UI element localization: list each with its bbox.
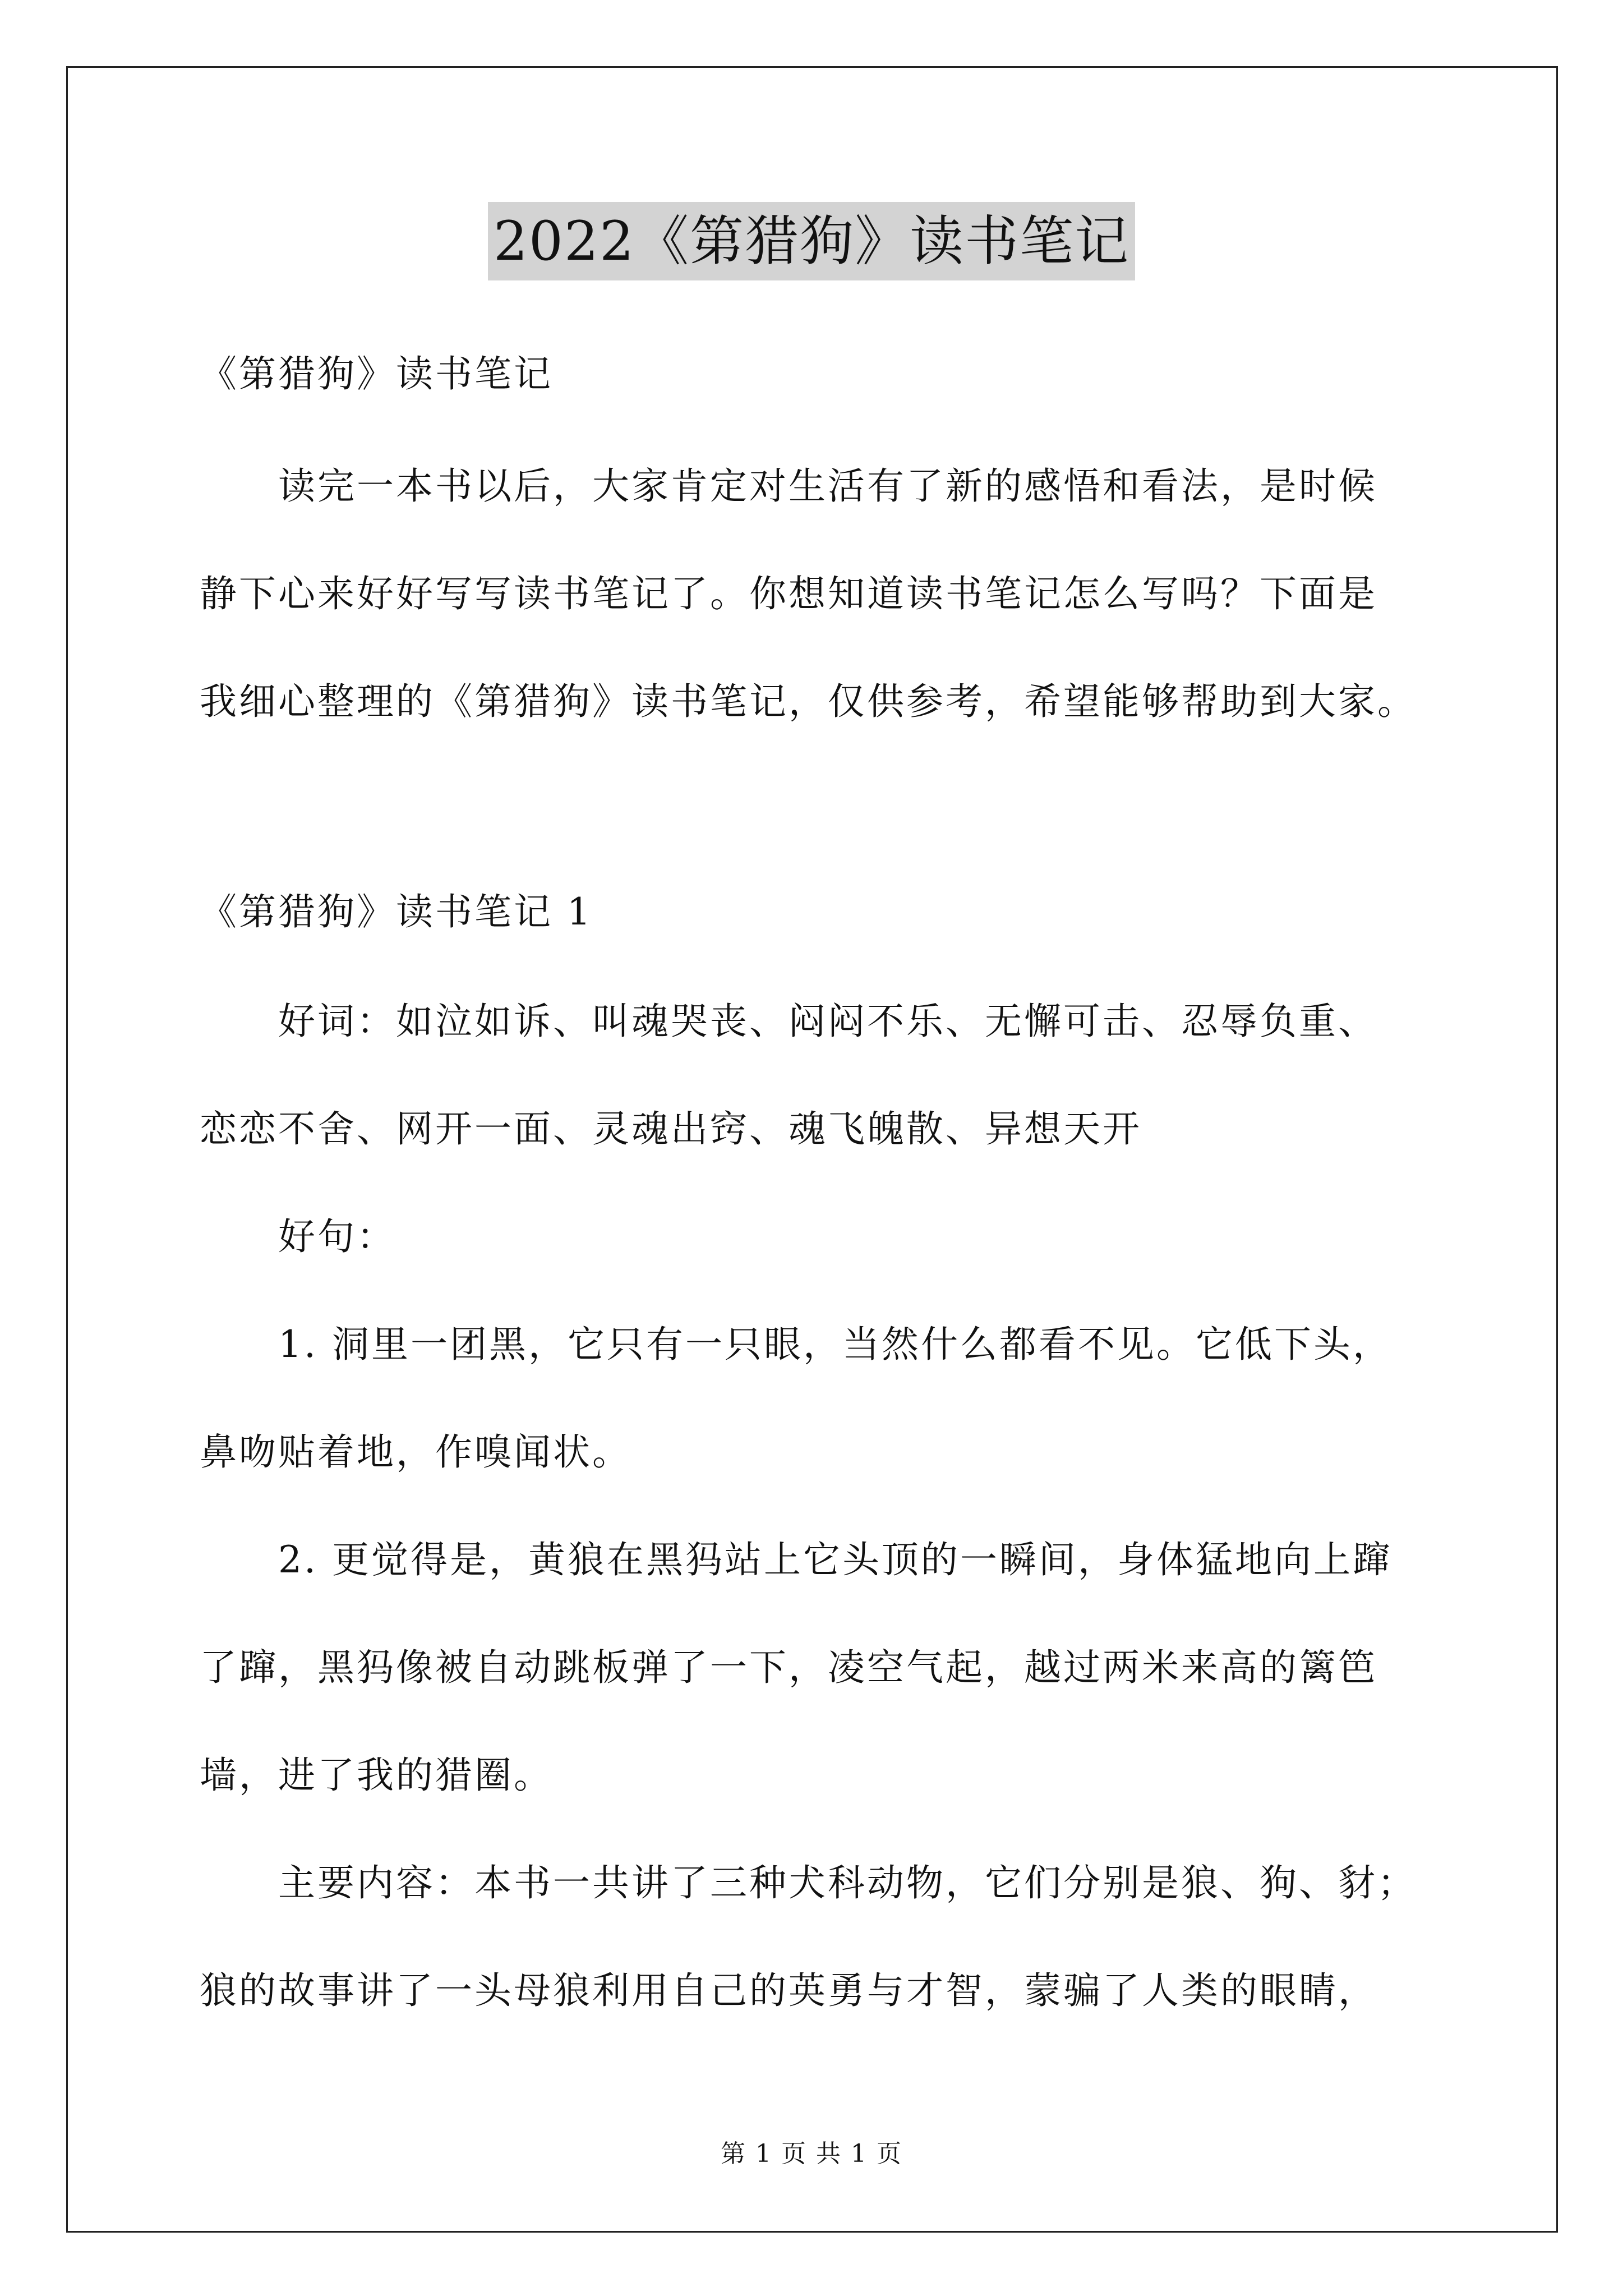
title-container bbox=[0, 202, 1623, 280]
intro-line-1: 读完一本书以后，大家肯定对生活有了新的感悟和看法，是时候 bbox=[278, 464, 1377, 508]
sentence-1-line-1: 1. 洞里一团黑，它只有一只眼，当然什么都看不见。它低下头， bbox=[278, 1323, 1392, 1366]
sentence-2-line-3: 墙，进了我的猎圈。 bbox=[200, 1754, 553, 1797]
good-words-line-1: 好词：如泣如诉、叫魂哭丧、闷闷不乐、无懈可击、忍辱负重、 bbox=[278, 1000, 1377, 1043]
document-title: 2022《第猎狗》读书笔记 bbox=[488, 202, 1135, 280]
summary-line-1: 主要内容：本书一共讲了三种犬科动物，它们分别是狼、狗、豺； bbox=[278, 1861, 1417, 1904]
section-heading: 《第猎狗》读书笔记 1 bbox=[200, 890, 593, 933]
sentence-2-line-2: 了蹿，黑犸像被自动跳板弹了一下，凌空气起，越过两米来高的篱笆 bbox=[200, 1646, 1377, 1689]
good-words-line-2: 恋恋不舍、网开一面、灵魂出窍、魂飞魄散、异想天开 bbox=[200, 1107, 1142, 1151]
subtitle: 《第猎狗》读书笔记 bbox=[200, 352, 553, 395]
sentence-1-line-2: 鼻吻贴着地，作嗅闻状。 bbox=[200, 1430, 631, 1474]
intro-line-2: 静下心来好好写写读书笔记了。你想知道读书笔记怎么写吗？下面是 bbox=[200, 572, 1377, 615]
sentence-2-line-1: 2. 更觉得是，黄狼在黑犸站上它头顶的一瞬间，身体猛地向上蹿 bbox=[278, 1538, 1392, 1581]
page-footer: 第 1 页 共 1 页 bbox=[721, 2139, 902, 2168]
intro-line-3: 我细心整理的《第猎狗》读书笔记，仅供参考，希望能够帮助到大家。 bbox=[200, 680, 1417, 723]
summary-line-2: 狼的故事讲了一头母狼利用自己的英勇与才智，蒙骗了人类的眼睛， bbox=[200, 1969, 1377, 2012]
good-sentences-label: 好句： bbox=[278, 1215, 396, 1258]
